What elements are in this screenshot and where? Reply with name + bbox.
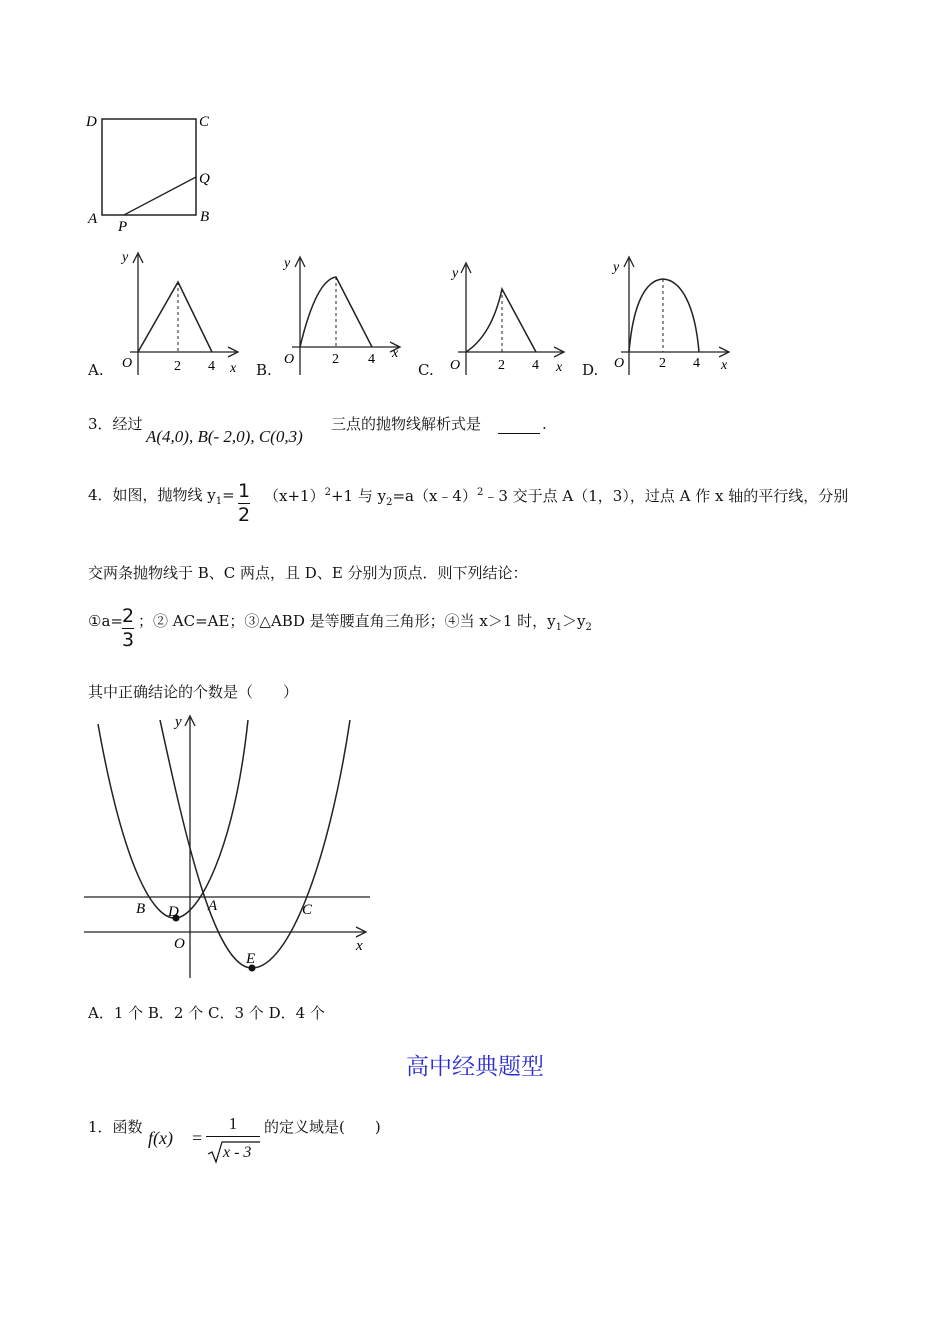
q4-sub: 1 (555, 622, 563, 633)
q1-fraction (206, 1114, 260, 1162)
q1-denominator: x - 3 (223, 1144, 252, 1161)
fraction-denominator: 2 (238, 504, 251, 526)
q4-answer-choices: A．1 个 B．2 个 C．3 个 D．4 个 (88, 1004, 325, 1022)
label-c: C (199, 114, 210, 130)
tick-4: 4 (208, 359, 215, 374)
option-a-letter: A. (88, 361, 104, 379)
axis-y-label: y (452, 266, 459, 281)
q4-sub: 1 (215, 496, 223, 507)
section-heading: 高中经典题型 (406, 1054, 544, 1080)
point-c-label: C (302, 902, 313, 918)
q3-answer-blank[interactable] (498, 419, 540, 438)
q4-fraction-1 (238, 482, 250, 525)
point-d-label: D (168, 904, 179, 920)
q1-equals: = (192, 1128, 203, 1148)
q4-line1 (88, 488, 235, 507)
origin-label: O (450, 358, 461, 373)
q4-fraction-2 (122, 607, 134, 650)
tick-2: 2 (332, 352, 339, 367)
option-b-letter: B. (256, 361, 272, 379)
label-d: D (86, 114, 97, 130)
tick-2: 2 (174, 359, 181, 374)
q3-end: . (542, 415, 547, 433)
axis-x-label: x (230, 361, 237, 376)
axis-y-label: y (284, 256, 291, 271)
q4-sup: 2 (324, 487, 331, 498)
label-q: Q (199, 171, 210, 187)
origin-label: O (614, 356, 625, 371)
square-diagram (80, 105, 220, 235)
q4-sub: 2 (386, 497, 393, 508)
label-p: P (118, 219, 128, 235)
label-a: A (88, 211, 98, 227)
q4-line1-rest (264, 488, 848, 508)
q4-text: ；② AC=AE；③△ABD 是等腰直角三角形；④当 x＞1 时，y (138, 612, 556, 630)
q3-formula: A(4,0), B(- 2,0), C(0,3) (146, 427, 303, 446)
parabola-figure (84, 710, 374, 980)
option-c-letter: C. (418, 361, 434, 379)
q4-text: = (222, 486, 235, 504)
q4-sub: 2 (585, 622, 592, 633)
square-figure (80, 105, 220, 235)
question-4 (88, 482, 888, 1042)
origin-label: O (174, 936, 185, 952)
origin-label: O (122, 356, 133, 371)
axis-y-label: y (122, 250, 129, 265)
q4-text: ＞y (562, 612, 586, 630)
q4-line2: 交两条抛物线于 B、C 两点，且 D、E 分别为顶点．则下列结论： (88, 564, 528, 582)
q1-func: f(x) (148, 1128, 173, 1148)
origin-label: O (284, 352, 295, 367)
axis-x-label: x (721, 358, 728, 373)
point-b-label: B (136, 901, 146, 917)
q4-text: ﹣3 交于点 A（1，3），过点 A 作 x 轴的平行线，分别 (483, 487, 849, 505)
label-b: B (200, 209, 210, 225)
tick-2: 2 (659, 356, 666, 371)
axis-y-label: y (613, 260, 620, 275)
q1-suffix: 的定义域是( ) (264, 1118, 381, 1136)
point-e-label: E (246, 951, 256, 967)
option-a-graph (110, 245, 245, 380)
fraction-denominator: 3 (122, 629, 135, 651)
option-b-graph (276, 245, 411, 380)
tick-4: 4 (693, 356, 700, 371)
tick-2: 2 (498, 358, 505, 373)
option-graphs (80, 245, 760, 385)
q4-text: 4．如图，抛物线 y (88, 486, 216, 504)
q4-line3-rest (138, 614, 592, 633)
q1-numerator: 1 (228, 1114, 238, 1133)
q1-denominator-root (206, 1140, 260, 1162)
option-d-letter: D. (582, 361, 599, 379)
tick-4: 4 (532, 358, 539, 373)
question-1 (88, 1112, 588, 1172)
q4-line3-start: ①a= (88, 612, 123, 630)
q4-text: （x+1） (264, 487, 325, 505)
q4-text: +1 与 y (330, 487, 387, 505)
q4-line4: 其中正确结论的个数是（ ） (88, 683, 299, 701)
option-d-graph (605, 245, 740, 380)
option-c-graph (440, 245, 575, 380)
q1-prefix: 1．函数 (88, 1118, 143, 1136)
fraction-numerator: 1 (238, 480, 251, 502)
point-a-label: A (208, 898, 218, 914)
axis-x-label: x (356, 938, 363, 954)
tick-4: 4 (368, 352, 375, 367)
axis-x-label: x (392, 346, 399, 361)
fraction-numerator: 2 (122, 605, 135, 627)
axis-y-label: y (175, 714, 182, 730)
question-3 (88, 413, 888, 453)
q4-text: =a（x﹣4） (392, 487, 477, 505)
axis-x-label: x (556, 360, 563, 375)
q4-sup: 2 (476, 487, 484, 498)
q3-prefix: 3．经过 (88, 415, 143, 433)
q3-suffix: 三点的抛物线解析式是 (331, 415, 482, 433)
